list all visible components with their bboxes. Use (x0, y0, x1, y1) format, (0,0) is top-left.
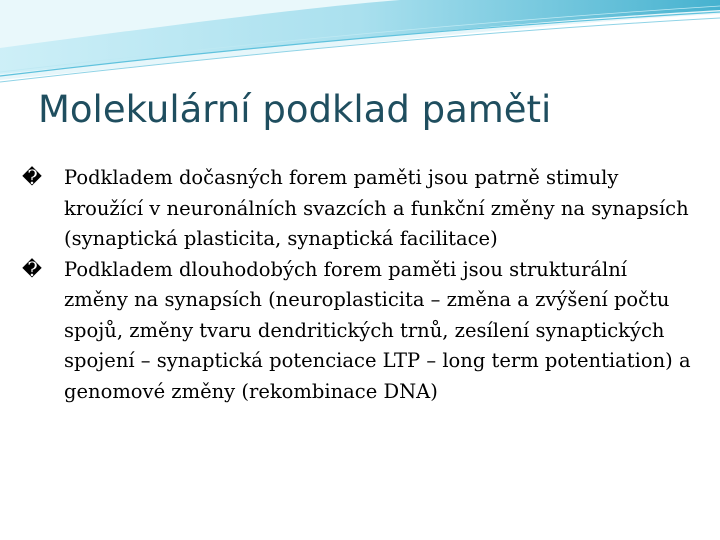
bullet-item-long-term-memory (22, 255, 692, 408)
bullet-item-temporary-memory (22, 163, 692, 255)
bullet-marker-icon: � (22, 166, 42, 189)
bullet-marker-icon: � (22, 257, 42, 281)
bullet-text: Podkladem dlouhodobých forem paměti jsou strukturální změny na synapsích (neuroplasticita – změna a zvýšení počtu spojů, změny tvaru dendritických trnů, zesílení synaptických spojení – synaptická potenciace LTP – long term potentiation) a genomové změny (rekombinace DNA) (64, 257, 691, 403)
slide-title: Molekulární podklad paměti (38, 88, 552, 131)
bullet-list (22, 163, 692, 407)
decorative-wave-banner (0, 0, 720, 90)
bullet-text: Podkladem dočasných forem paměti jsou patrně stimuly kroužící v neuronálních svazcích a funkční změny na synapsích (synaptická plasticita, synaptická facilitace) (64, 166, 689, 250)
